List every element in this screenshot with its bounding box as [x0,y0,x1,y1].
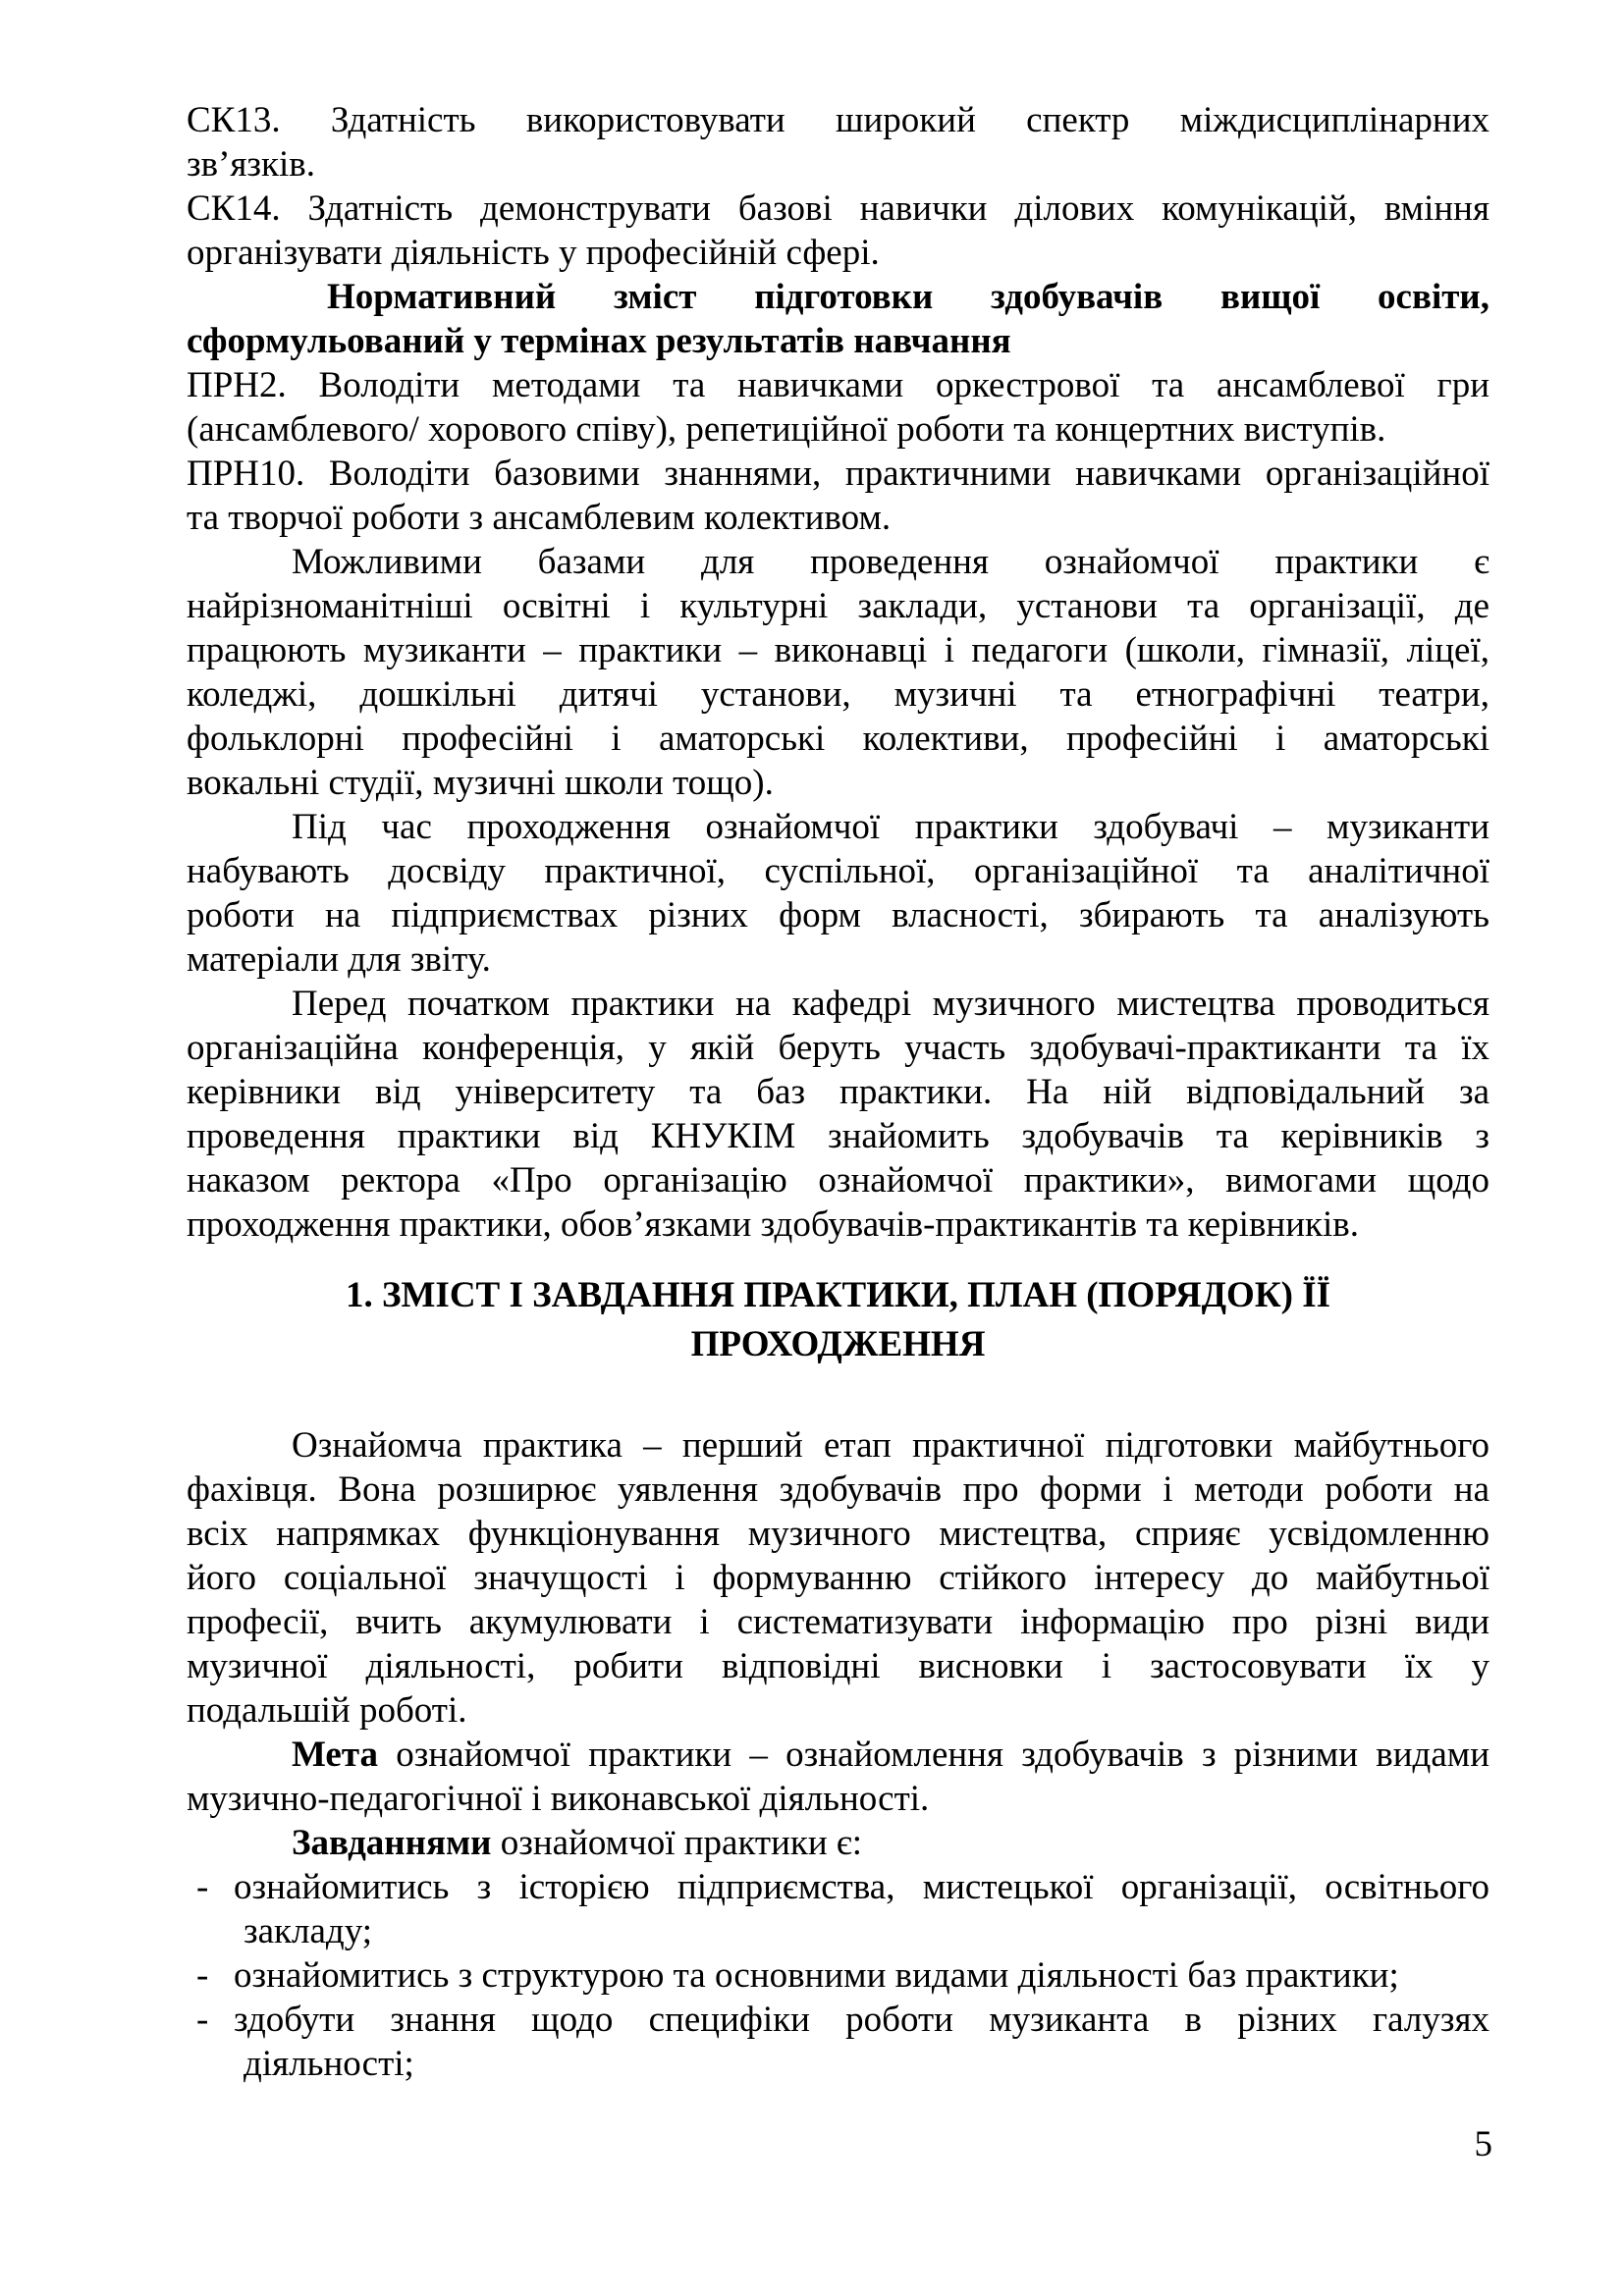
text-line [187,1821,1489,1865]
text-line: керівники від університету та баз практики. На ній відповідальний за [187,1072,1489,1112]
text-line: роботи на підприємствах різних форм власності, збирають та аналізують [187,895,1489,935]
text-line: Перед початком практики на кафедрі музичного мистецтва проводиться [292,984,1489,1024]
text-line: музичної діяльності, робити відповідні висновки і застосовувати їх у [187,1646,1489,1686]
text-line: та творчої роботи з ансамблевим колективом. [187,498,892,538]
list-item-text: ознайомитись з історією підприємства, мистецької організації, освітнього [234,1867,1489,1907]
text-line: Ознайомча практика – перший етап практичної підготовки майбутнього [292,1425,1489,1466]
bold-lead-word: Завданнями [292,1823,492,1863]
bold-lead-word: Мета [292,1735,378,1775]
list-item-text: здобути знання щодо специфіки роботи музиканта в різних галузях [234,2000,1489,2040]
text-line: наказом ректора «Про організацію ознайомчої практики», вимогами щодо [187,1160,1489,1201]
text-line: коледжі, дошкільні дитячі установи, музичні та етнографічні театри, [187,674,1489,715]
text-line: (ансамблевого/ хорового співу), репетиційної роботи та концертних виступів. [187,409,1386,450]
text-line: СК14. Здатність демонструвати базові навички ділових комунікацій, вміння [187,188,1489,229]
line-rest: ознайомчої практики є: [491,1823,863,1863]
text-line: його соціальної значущості і формуванню стійкого інтересу до майбутньої [187,1558,1489,1598]
text-line: проведення практики від КНУКІМ знайомить здобувачів та керівників з [187,1116,1489,1156]
section-heading [187,1271,1489,1369]
text-line: найрізноманітніші освітні і культурні заклади, установи та організації, де [187,586,1489,626]
text-line: Під час проходження ознайомчої практики здобувачі – музиканти [292,807,1489,847]
text-line: професії, вчить акумулювати і систематизувати інформацію про різні види [187,1602,1489,1642]
list-dash: - [196,2000,209,2040]
text-line: музично-педагогічної і виконавської діяльності. [187,1779,930,1819]
list-item-text: ознайомитись з структурою та основними видами діяльності баз практики; [234,1955,1399,1996]
list-dash: - [196,1955,209,1996]
text-line: фольклорні професійні і аматорські колективи, професійні і аматорські [187,719,1489,759]
list-item-line [187,1998,1489,2042]
page-number: 5 [1474,2124,1492,2164]
text-line: зв’язків. [187,144,316,185]
text-line: ПРН10. Володіти базовими знаннями, практичними навичками організаційної [187,454,1489,494]
text-line: Можливими базами для проведення ознайомчої практики є [292,542,1489,582]
text-line: організувати діяльність у професійній сфері. [187,233,880,273]
text-line: матеріали для звіту. [187,939,491,980]
text-line: набувають досвіду практичної, суспільної, організаційної та аналітичної [187,851,1489,891]
list-item-line [187,1953,1489,1998]
text-line: працюють музиканти – практики – виконавці і педагоги (школи, гімназії, ліцеї, [187,630,1489,670]
list-dash: - [196,1867,209,1907]
list-item-continuation: закладу; [244,1911,373,1951]
text-line [187,1733,1489,1777]
line-rest: ознайомчої практики – ознайомлення здобувачів з різними видами [377,1735,1489,1775]
text-line: вокальні студії, музичні школи тощо). [187,763,774,803]
document-body [187,98,1489,2086]
list-item-continuation: діяльності; [244,2044,414,2084]
subheading-line: Нормативний зміст підготовки здобувачів вищої освіти, [327,277,1489,317]
text-line: всіх напрямках функціонування музичного мистецтва, сприяє усвідомленню [187,1514,1489,1554]
text-line: організаційна конференція, у якій беруть участь здобувачі-практиканти та їх [187,1028,1489,1068]
text-line: проходження практики, обов’язками здобувачів-практикантів та керівників. [187,1204,1359,1245]
subheading-line: сформульований у термінах результатів навчання [187,321,1011,361]
list-item-line [187,1865,1489,1909]
section-heading-line2: ПРОХОДЖЕННЯ [690,1324,986,1364]
text-line: фахівця. Вона розширює уявлення здобувачів про форми і методи роботи на [187,1469,1489,1510]
section-heading-line1: 1. ЗМІСТ І ЗАВДАННЯ ПРАКТИКИ, ПЛАН (ПОРЯДОК) ЇЇ [345,1275,1331,1315]
text-line: подальшій роботі. [187,1690,467,1731]
text-line: СК13. Здатність використовувати широкий спектр міждисциплінарних [187,100,1489,140]
text-line: ПРН2. Володіти методами та навичками оркестрової та ансамблевої гри [187,365,1489,405]
